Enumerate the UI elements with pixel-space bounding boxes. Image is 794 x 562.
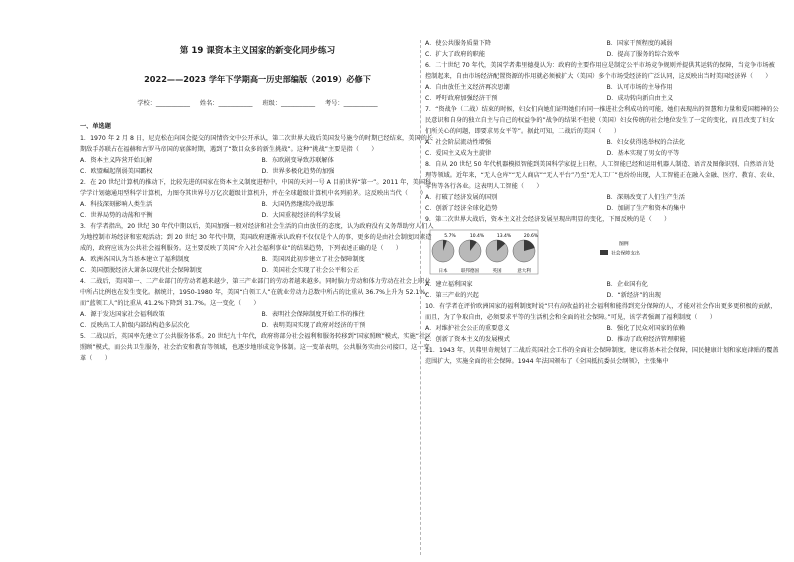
answer-option[interactable]: C．欧盟崛起削弱美国霸权: [80, 168, 153, 175]
answer-option[interactable]: B．美国因此初步建立了社会保障制度: [261, 256, 365, 263]
answer-option[interactable]: C．扩大了政府的职能: [425, 51, 486, 58]
pie-chart-figure: [429, 229, 729, 275]
page-title: 第 19 课资本主义国家的新变化同步练习: [179, 46, 336, 56]
right-question-list: [425, 38, 780, 367]
question-stem: 6．二十世纪 70 年代，美国学者弗里德曼认为：政府的主要作用应是制定公平市场竞争规则并提供其运转的保障，当竞争市场被控制起来，自由市场经济配置资源的作用就必须被扩大（美国）多个市场受经济的广泛认同，这反映出当时美国经济界（ ）: [425, 62, 775, 80]
answer-option[interactable]: B．表明社会保障制度开始工作的推往: [261, 311, 365, 318]
answer-options: [425, 192, 780, 214]
answer-option[interactable]: D．成功转向新自由主义: [606, 95, 674, 102]
answer-option[interactable]: D．推动了政府经济管理职能: [606, 336, 686, 343]
question-stem: 5．二战以后，英国率先建立了公共服务体系。20 世纪九十年代，政府将部分社会福利和服务转移到“国家照顾”模式，实施“社区照顾”模式，而公共卫生服务，社会治安和教育等领域，也逐步地形成竞争体制。这一变革表明，公共服务实由公司接口，这一变革（ ）: [80, 333, 432, 362]
legend-label: 社会保障支出: [611, 251, 640, 257]
answer-option[interactable]: D．美国社会实现了社会公平和公正: [261, 267, 360, 274]
page-subtitle: 2022——2023 学年下学期高一历史部编版（2019）必修下: [144, 74, 371, 84]
answer-option[interactable]: B．深刻改变了人们生产生活: [606, 194, 685, 201]
answer-option[interactable]: A．源于发达国家社会福利政策: [80, 311, 165, 318]
answer-option[interactable]: B．国家干预程度的减弱: [606, 40, 673, 47]
answer-options: [80, 309, 435, 331]
question-stem: 2．在 20 世纪计算机的推动下，比较先进的国家在资本主义制度进程中，中国的天河一号 A 目前世界“第一”。2011 年，美国科学学计划德通用型科学计算机，力图夺其世界号万亿次超级计算机升，并在全球超级计算机中名列前茅。这反映出当代（ ）: [80, 179, 432, 197]
legend-title: 图例: [619, 242, 629, 247]
answer-option[interactable]: D．提高了服务的综合效率: [606, 51, 680, 58]
question: [425, 104, 780, 159]
answer-options: [425, 323, 780, 345]
question: [425, 159, 780, 214]
question: [425, 345, 780, 367]
answer-option[interactable]: C．爱国主义成为主旋律: [425, 150, 492, 157]
pie-3-category-label: 意大利: [517, 269, 531, 274]
answer-option[interactable]: B．妇女获得选举权的合法化: [606, 139, 685, 146]
answer-option[interactable]: C．美国摆脱经济大萧条以现代社会保障制度: [80, 267, 202, 274]
legend-swatch: [600, 250, 608, 255]
student-info-line: [80, 98, 435, 109]
question-stem: 1．1970 年 2 月 8 日，尼克松在向国会提交的国情咨文中公开承认，第二次世界大战后美国发号施令的时期已经结束，美国的长期敌手苏联占在福赫和古罗马帝国的衰落时期，遇到了“数目众多的新生挑战”。这种“挑战”主要是指（ ）: [80, 135, 433, 153]
question: [80, 177, 435, 221]
answer-options: [425, 279, 780, 301]
pie-2-value-label: 13.4%: [496, 234, 512, 239]
answer-option[interactable]: C．第三产业的兴起: [425, 292, 479, 299]
answer-option[interactable]: B．认可市场的主导作用: [606, 84, 673, 91]
name-field[interactable]: 姓名：___________: [199, 100, 253, 107]
pie-0-category-label: 日本: [438, 269, 448, 274]
answer-option[interactable]: A．对维护社会公正的重要意义: [425, 325, 510, 332]
answer-option[interactable]: B．东欧剧变导致苏联解体: [261, 157, 334, 164]
answer-option[interactable]: B．大国仍然继续冷战思维: [261, 201, 334, 208]
left-column: [80, 38, 435, 558]
answer-option[interactable]: C．创新了资本主义的发展模式: [425, 336, 510, 343]
answer-option[interactable]: D．基本实现了男女的平等: [606, 150, 680, 157]
answer-option[interactable]: A．资本主义阵营开始瓦解: [80, 157, 153, 164]
answer-option[interactable]: C．呼吁政府加强经济干预: [425, 95, 498, 102]
answer-option[interactable]: C．反映出工人阶级内部结构趋多层次化: [80, 322, 190, 329]
right-column: [425, 38, 780, 558]
answer-options: [425, 137, 780, 159]
pie-2-category-label: 英国: [492, 269, 502, 274]
answer-options: [425, 38, 780, 60]
pie-1-value-label: 10.4%: [469, 234, 485, 239]
answer-option[interactable]: C．创新了经济全球化趋势: [425, 205, 498, 212]
question-stem: 7．“资战争（二战）结束的时候，妇女们向她们证明她们有同一推进社会利成功的可能，她们表现出的智慧和力量和爱国精神的公民意识和自身的独立自主与自己的权益争的”战争的结果不但使（美国）妇女传统的社会地位发生了一定的变化，而且改变了妇女们所关心的问题，即要求男女平等”。据此可知，二战后的美国（ ）: [425, 106, 779, 135]
question: [425, 38, 780, 60]
question: [425, 279, 780, 301]
section-title: 一、单选题: [80, 123, 111, 130]
answer-option[interactable]: D．大国重视经济的科学发展: [261, 212, 341, 219]
question: [80, 276, 435, 331]
answer-option[interactable]: B．强化了民众对国家的依赖: [606, 325, 685, 332]
question-stem: 11．1943 年，贝弗里奇规划了二战后英国社会工作的全面社会保障制度，建议将基本社会保障，国民健康计划和家庭津贴的覆盖范围扩大，实施全面的社会保障。1944 年法国颁布了《全国抵抗委员会纲领》，主张集中: [425, 347, 779, 365]
pie-1-category-label: 联邦德国: [461, 269, 479, 274]
answer-option[interactable]: A．使公共服务质量下降: [425, 40, 492, 47]
pie-0-value-label: 5.7%: [444, 234, 456, 239]
question: [80, 221, 435, 276]
answer-option[interactable]: D．加剧了生产和资本的集中: [606, 205, 686, 212]
question-stem: 8．自从 20 世纪 50 年代机器模拟智能到美国科学家提上日程，人工智能已经和运用机器人制造、语音及图像识别、自然语言处理等领域。近年来，“无人仓库”“无人商店”“无人平台”乃至“无人工厂”也纷纷出现，人工智能正在融入金融、医疗、教育、农业、零售等各行各业。这表明人工智能（ ）: [425, 161, 779, 190]
answer-option[interactable]: D．“新经济”的出现: [606, 292, 661, 299]
question: [425, 214, 780, 225]
question-stem: 3．有学者指出，20 世纪 30 年代中期以后，美国加强一般对经济和社会生活的自由放任的态度，认为政府没有义务帮助穷人们人为地控制市场经济和宏观活动；到 20 世纪 30 年代中期，美国政府逐渐承认政府不仅仅是个人的事，更多的是由社会制度因素造成的，政府应该为公共社会福利服务。这主要反映了美国“介入社会福利事业”的结果趋势，下列表述正确的是（ ）: [80, 223, 434, 252]
question: [80, 331, 435, 364]
answer-options: [80, 254, 435, 276]
answer-option[interactable]: A．欧洲各国认为当基本建立了福利制度: [80, 256, 190, 263]
answer-options: [80, 199, 435, 221]
pie-chart-svg: [429, 229, 729, 275]
answer-option[interactable]: A．社会阶层流动性增强: [425, 139, 492, 146]
left-question-list: [80, 133, 435, 364]
question: [80, 133, 435, 177]
question-stem: 4．二战后，美国第一、二产业部门的劳动者越来越少，第三产业部门的劳动者越来越多。同时脑力劳动和体力劳动在社会上职业中所占比例也在发生变化。据统计，1950-1980 年，美国“白领工人”在就业劳动力总数中所占的比重从 36.7%上升为 52.1%，而“蓝领工人”的比重从 41.2%下降到 31.7%。这一变化（ ）: [80, 278, 432, 307]
answer-option[interactable]: A．科技深刻影响人类生活: [80, 201, 153, 208]
answer-option[interactable]: A．自由放任主义经济再次思潮: [425, 84, 510, 91]
class-field[interactable]: 班级：___________: [262, 100, 316, 107]
pie-3-value-label: 20.6%: [523, 234, 539, 239]
answer-option[interactable]: D．世界多极化趋势的加强: [261, 168, 335, 175]
answer-option[interactable]: A．建立福利国家: [425, 281, 473, 288]
answer-options: [80, 155, 435, 177]
column-divider: [420, 40, 421, 555]
answer-option[interactable]: C．世界局势的动荡和平衡: [80, 212, 153, 219]
answer-option[interactable]: A．打破了经济发展的国别: [425, 194, 498, 201]
school-field[interactable]: 学校：___________: [137, 100, 190, 107]
question: [425, 60, 780, 104]
answer-option[interactable]: D．表明美国实现了政府对经济的干预: [261, 322, 366, 329]
answer-options: [425, 82, 780, 104]
question-stem: 9．第二次世界大战后，资本主义社会经济发展呈现出明显的变化，下图反映的是（ ）: [425, 216, 671, 223]
exam-number-field[interactable]: 考号：___________: [325, 100, 378, 107]
question-stem: 10．有学者在评价欧洲国家的福利制度时说“只有高收益的社会福利和能得到充分保障的人，才能对社会作出更多更积极的贡献，而且，为了争取自由，必须要求平等的生活机会和全面的社会保障。”可见，该学者强调了福利制度（ ）: [425, 303, 777, 321]
answer-option[interactable]: B．企业国有化: [606, 281, 648, 288]
question: [425, 301, 780, 345]
